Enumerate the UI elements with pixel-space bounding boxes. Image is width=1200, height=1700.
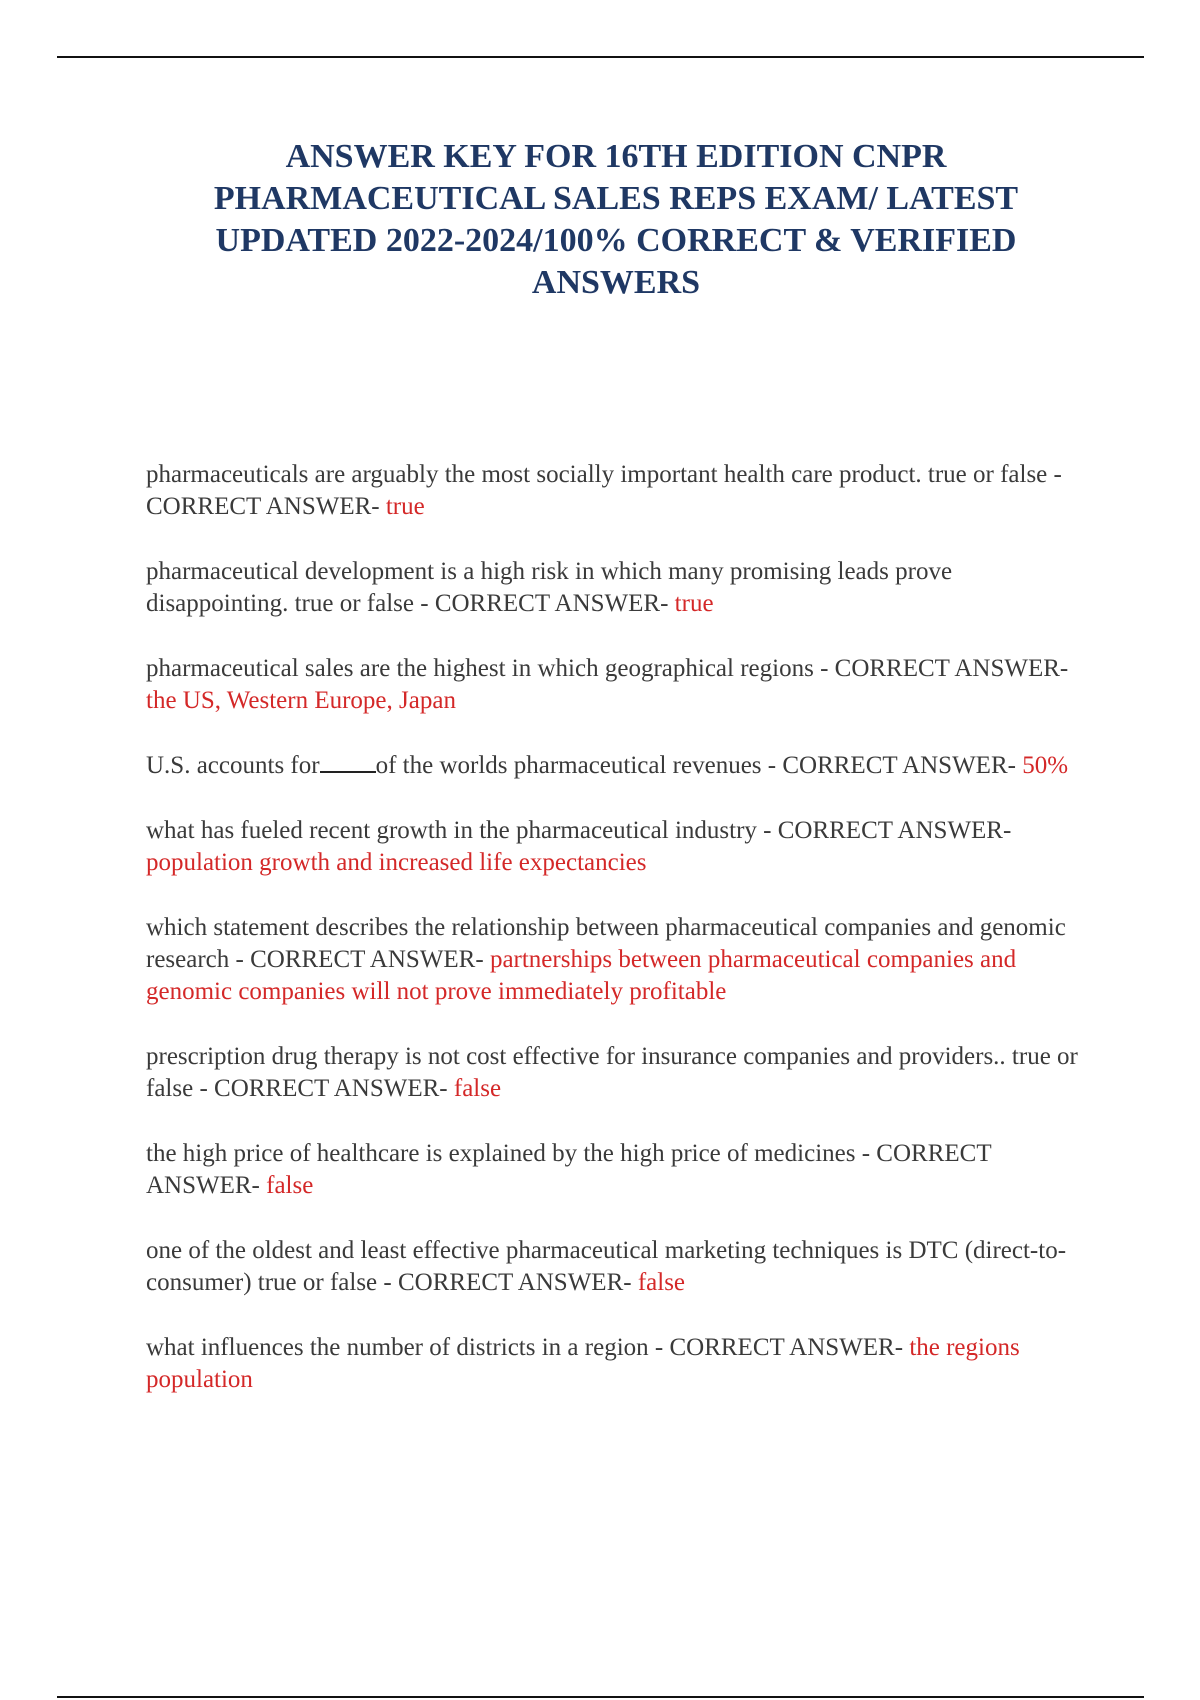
question-text: pharmaceutical sales are the highest in which geographical regions — [146, 655, 814, 682]
footer-rule — [57, 1696, 1144, 1698]
correct-answer-label: - CORRECT ANSWER- — [654, 1334, 904, 1361]
question-text: one of the oldest and least effective pharmaceutical marketing techniques is DTC (direct-to-consumer) true or false — [146, 1237, 1067, 1296]
qa-item-9 — [146, 1235, 1086, 1299]
answer-text: 50% — [1022, 752, 1069, 779]
question-text: which statement describes the relationship between pharmaceutical companies and genomic research — [146, 914, 1066, 973]
qa-item-6 — [146, 912, 1086, 1008]
correct-answer-label: - CORRECT ANSWER- — [767, 752, 1016, 779]
qa-item-8 — [146, 1138, 1086, 1202]
question-text: what influences the number of districts in a region — [146, 1334, 649, 1361]
question-text: prescription drug therapy is not cost effective for insurance companies and providers.. true or false — [146, 1043, 1078, 1102]
header-rule — [57, 56, 1144, 58]
qa-item-1 — [146, 459, 1086, 523]
correct-answer-label: - CORRECT ANSWER- — [199, 1075, 448, 1102]
question-text: pharmaceuticals are arguably the most socially important health care product. true or false — [146, 461, 1048, 488]
answer-text: false — [453, 1075, 502, 1102]
answer-text: false — [637, 1269, 686, 1296]
answer-text: true — [674, 590, 714, 617]
answer-text: partnerships between pharmaceutical companies and genomic companies will not prove immediately profitable — [146, 946, 1017, 1005]
correct-answer-label: - CORRECT ANSWER- — [383, 1269, 632, 1296]
qa-item-5 — [146, 815, 1086, 879]
qa-item-10 — [146, 1332, 1086, 1396]
question-text: what has fueled recent growth in the pharmaceutical industry — [146, 817, 757, 844]
answer-text: true — [385, 493, 425, 520]
question-text: the high price of healthcare is explained by the high price of medicines — [146, 1140, 856, 1167]
correct-answer-label: - CORRECT ANSWER- — [420, 590, 669, 617]
correct-answer-label: - CORRECT ANSWER- — [763, 817, 1012, 844]
fill-in-blank — [320, 753, 376, 773]
correct-answer-label: - CORRECT ANSWER- — [146, 1140, 992, 1199]
question-text: pharmaceutical development is a high risk in which many promising leads prove disappointing. true or false — [146, 558, 953, 617]
qa-item-2 — [146, 556, 1086, 620]
correct-answer-label: - CORRECT ANSWER- — [146, 461, 1062, 520]
answer-text: the regions population — [146, 1334, 1020, 1393]
correct-answer-label: - CORRECT ANSWER- — [235, 946, 484, 973]
answer-text: the US, Western Europe, Japan — [146, 687, 456, 714]
qa-list — [146, 459, 1086, 1429]
qa-item-3 — [146, 653, 1086, 717]
question-text-after-blank: of the worlds pharmaceutical revenues — [375, 752, 762, 779]
qa-item-7 — [146, 1041, 1086, 1105]
answer-text: population growth and increased life expectancies — [146, 849, 647, 876]
document-title: ANSWER KEY FOR 16TH EDITION CNPR PHARMACEUTICAL SALES REPS EXAM/ LATEST UPDATED 2022-2024/100% CORRECT & VERIFIED ANSWERS — [213, 138, 1019, 301]
qa-item-4 — [146, 750, 1086, 782]
answer-text: false — [266, 1172, 314, 1199]
correct-answer-label: - CORRECT ANSWER- — [820, 655, 1069, 682]
question-text-before-blank: U.S. accounts for — [146, 752, 320, 779]
